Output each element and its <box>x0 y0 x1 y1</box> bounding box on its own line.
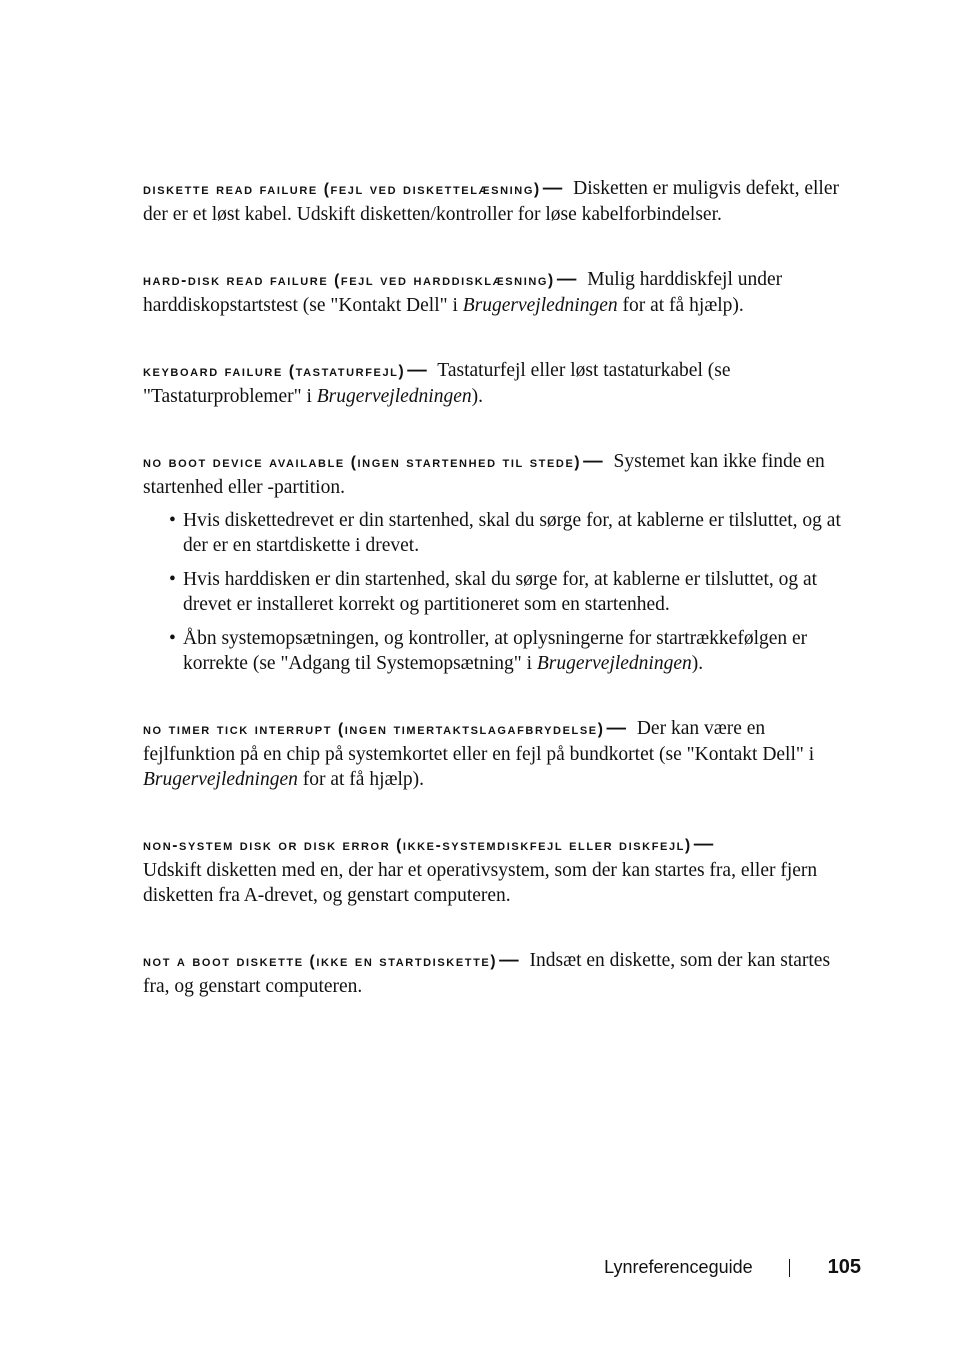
entry-text-tail: for at få hjælp). <box>297 769 425 790</box>
entry-text: Der kan være en fejlfunktion på en chip på systemkortet eller en fejl på bundkortet (se "Kontakt Dell" i <box>143 718 815 765</box>
entry-keyboard-failure <box>143 358 843 409</box>
entry-no-timer-tick <box>143 716 843 792</box>
entry-text-tail: ). <box>471 386 483 407</box>
entry-text-tail: for at få hjælp). <box>617 295 744 316</box>
entry-text: Mulig harddiskfejl under harddiskopstartstest (se "Kontakt Dell" i <box>143 269 783 316</box>
entry-text: Tastaturfejl eller løst tastaturkabel (se "Tastaturproblemer" i <box>143 360 731 407</box>
guide-title: Lynreferenceguide <box>604 1257 753 1277</box>
entry-heading: no timer tick interrupt (ingen timertaktslagafbrydelse) <box>143 721 605 738</box>
em-dash: — <box>606 717 626 739</box>
list-item: • Hvis diskettedrevet er din startenhed, skal du sørge for, at kablerne er tilsluttet, og at der er en startdiskette i drevet. <box>169 508 843 558</box>
em-dash: — <box>693 833 714 855</box>
em-dash: — <box>542 177 563 199</box>
list-item: • Hvis harddisken er din startenhed, skal du sørge for, at kablerne er tilsluttet, og at drevet er installeret korrekt og partitioneret som en startenhed. <box>169 567 843 617</box>
footer-divider <box>789 1259 790 1277</box>
bullet-list <box>169 508 843 676</box>
entry-text: Systemet kan ikke finde en startenhed eller -partition. <box>143 451 825 498</box>
entry-heading: diskette read failure (fejl ved diskettelæsning) <box>143 181 541 198</box>
em-dash: — <box>407 359 427 381</box>
entry-text: Disketten er muligvis defekt, eller der er et løst kabel. Udskift disketten/kontroller for løse kabelforbindelser. <box>143 178 839 225</box>
document-body <box>143 176 843 1039</box>
entry-hard-disk-read-failure <box>143 267 843 318</box>
entry-heading: non-system disk or disk error (ikke-systemdiskfejl eller diskfejl) <box>143 837 692 854</box>
page-number: 105 <box>827 1256 861 1278</box>
manual-reference: Brugervejledningen <box>143 769 298 790</box>
em-dash: — <box>499 949 519 971</box>
entry-heading: hard-disk read failure (fejl ved harddisklæsning) <box>143 272 555 289</box>
entry-heading: no boot device available (ingen startenhed til stede) <box>143 454 582 471</box>
entry-heading: keyboard failure (tastaturfejl) <box>143 363 406 380</box>
list-item: • Åbn systemopsætningen, og kontroller, at oplysningerne for startrækkefølgen er korrekte (se "Adgang til Systemopsætning" i Brugervejledningen). <box>169 626 843 676</box>
entry-non-system-disk <box>143 832 843 908</box>
entry-no-boot-device <box>143 449 843 676</box>
em-dash: — <box>556 268 577 290</box>
manual-reference: Brugervejledningen <box>536 653 692 674</box>
manual-reference: Brugervejledningen <box>316 386 472 407</box>
entry-text: Udskift disketten med en, der har et operativsystem, som der kan startes fra, eller fjern disketten fra A-drevet, og genstart computeren. <box>143 860 818 906</box>
entry-diskette-read-failure <box>143 176 843 227</box>
entry-not-a-boot-diskette <box>143 948 843 999</box>
manual-reference: Brugervejledningen <box>462 295 618 316</box>
entry-text: Indsæt en diskette, som der kan startes fra, og genstart computeren. <box>143 950 831 997</box>
entry-heading: not a boot diskette (ikke en startdiskette) <box>143 953 498 970</box>
em-dash: — <box>583 450 603 472</box>
page-footer <box>604 1256 861 1279</box>
